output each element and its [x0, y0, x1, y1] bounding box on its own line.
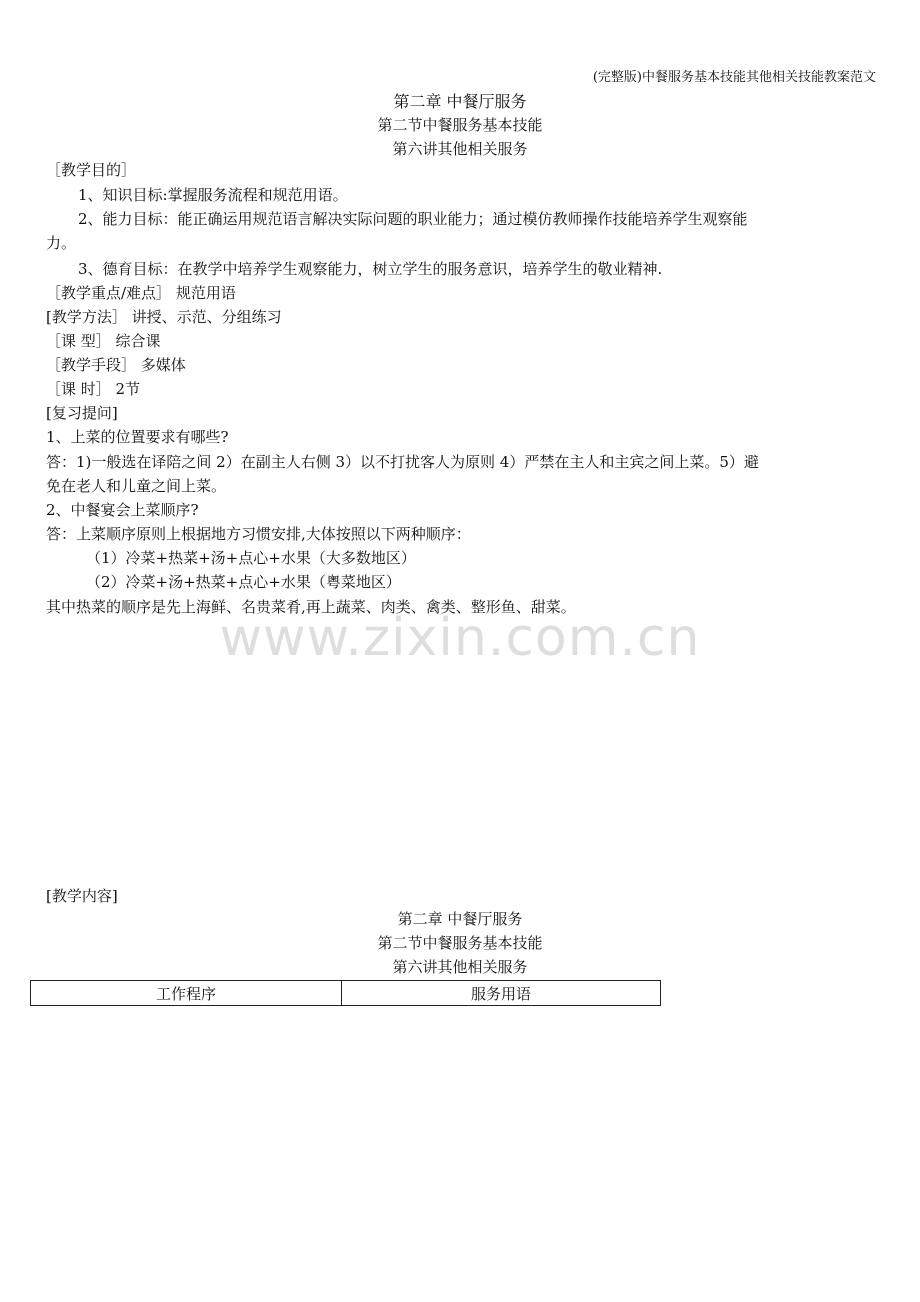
review-heading: [复习提问] — [46, 404, 118, 422]
review-answer-1-line1: 答：1)一般选在译陪之间 2）在副主人右侧 3）以不打扰客人为原则 4）严禁在主人和主宾之间上菜。5）避 — [46, 453, 759, 471]
review-question-2: 2、中餐宴会上菜顺序? — [46, 501, 199, 519]
review-answer-1-line2: 免在老人和儿童之间上菜。 — [46, 477, 227, 495]
column-header-service-phrases: 服务用语 — [342, 981, 661, 1006]
teaching-means: ［教学手段］ 多媒体 — [46, 356, 186, 374]
watermark: www.zixin.com.cn — [219, 608, 701, 668]
serving-order-2: （2）冷菜+汤+热菜+点心+水果（粤菜地区） — [86, 573, 401, 591]
knowledge-objective: 1、知识目标:掌握服务流程和规范用语。 — [78, 186, 348, 204]
chapter-title: 第二章 中餐厅服务 — [393, 92, 527, 111]
table-header-row — [31, 981, 661, 1006]
content-heading: [教学内容] — [46, 887, 118, 905]
objectives-heading: ［教学目的］ — [46, 161, 137, 179]
lecture-title: 第六讲其他相关服务 — [392, 140, 528, 158]
key-points: ［教学重点/难点］ 规范用语 — [46, 284, 236, 302]
content-chapter-title: 第二章 中餐厅服务 — [397, 910, 523, 928]
review-answer-2: 答：上菜顺序原则上根据地方习惯安排,大体按照以下两种顺序： — [46, 525, 471, 543]
ability-objective-line2: 力。 — [46, 234, 77, 252]
serving-order-1: （1）冷菜+热菜+汤+点心+水果（大多数地区） — [86, 549, 416, 567]
ability-objective-line1: 2、能力目标：能正确运用规范语言解决实际问题的职业能力；通过模仿教师操作技能培养学生观察能 — [78, 210, 748, 228]
section-title: 第二节中餐服务基本技能 — [377, 116, 543, 134]
review-question-1: 1、上菜的位置要求有哪些? — [46, 428, 229, 446]
work-procedure-table — [30, 980, 661, 1006]
document-header-note: (完整版)中餐服务基本技能其他相关技能教案范文 — [592, 70, 876, 85]
teaching-methods: [教学方法］ 讲授、示范、分组练习 — [46, 308, 282, 326]
moral-objective: 3、德育目标：在教学中培养学生观察能力，树立学生的服务意识，培养学生的敬业精神. — [78, 260, 663, 278]
content-lecture-title: 第六讲其他相关服务 — [392, 958, 528, 976]
class-hours: ［课 时］ 2节 — [46, 380, 141, 398]
hot-dishes-order: 其中热菜的顺序是先上海鲜、名贵菜肴,再上蔬菜、肉类、禽类、整形鱼、甜菜。 — [46, 598, 576, 616]
column-header-procedure: 工作程序 — [31, 981, 342, 1006]
lesson-type: ［课 型］ 综合课 — [46, 332, 161, 350]
content-section-title: 第二节中餐服务基本技能 — [377, 934, 543, 952]
